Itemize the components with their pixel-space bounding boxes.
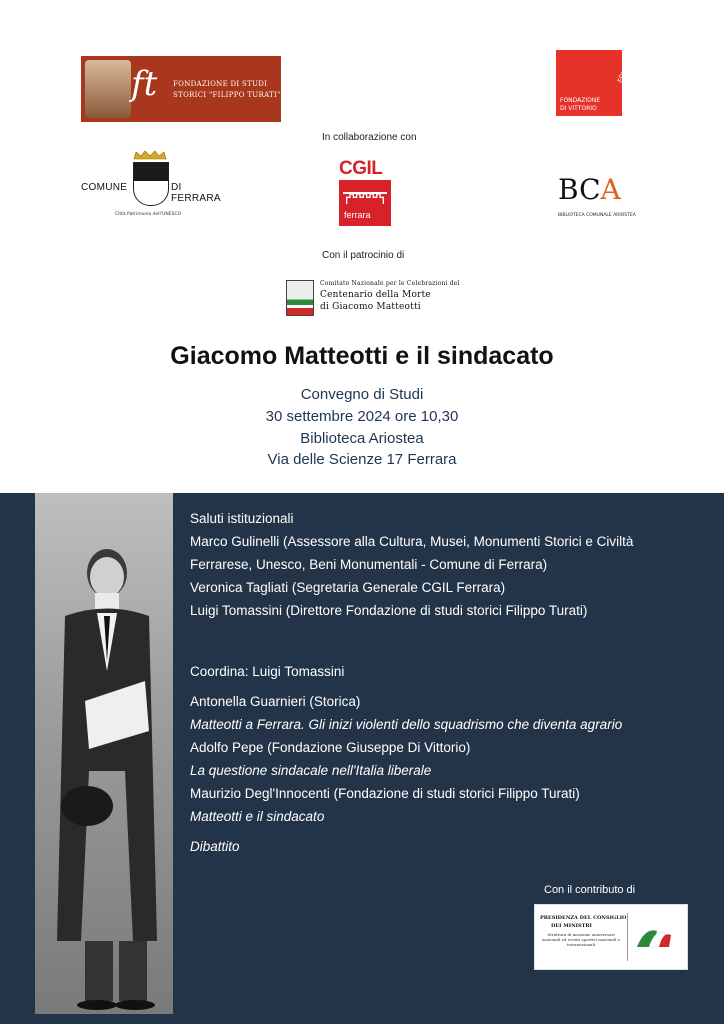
bca-subtitle: BIBLIOTECA COMUNALE ARIOSTEA [558,213,636,218]
turati-mark: ft [131,64,158,104]
page-title: Giacomo Matteotti e il sindacato [170,342,554,370]
greeting-tagliati: Veronica Tagliati (Segretaria Generale CGIL Ferrara) [190,580,506,595]
comitato-line1: Comitato Nazionale per le Celebrazioni del [320,280,460,287]
presidenza-line2: DEI MINISTRI [551,923,592,929]
contribution-label: Con il contributo di [544,884,636,896]
event-venue: Biblioteca Ariostea [300,430,424,447]
shield-icon [133,162,169,206]
matteotti-photo [35,493,173,1014]
patronage-label: Con il patrocinio di [322,250,405,261]
talk-guarnieri: Matteotti a Ferrara. Gli inizi violenti dello squadrismo che diventa agrario [190,717,623,732]
comune-subtitle: Città Patrimonio dell'UNESCO [115,212,182,217]
event-address: Via delle Scienze 17 Ferrara [267,451,457,468]
bca-letter-a: A [600,173,621,206]
greeting-tomassini: Luigi Tomassini (Direttore Fondazione di studi storici Filippo Turati) [190,603,588,618]
greeting-gulinelli-line1: Marco Gulinelli (Assessore alla Cultura, Musei, Monumenti Storici e Civiltà [190,534,634,549]
presidenza-consiglio-logo [534,904,688,970]
bca-letters: BC [558,173,601,206]
cgil-name: CGIL [339,158,383,179]
matteotti-portrait-icon [286,280,314,316]
turati-logo-line1: FONDAZIONE DI STUDI [173,80,268,88]
fdv-logo-line2: DI VITTORIO [560,105,597,112]
event-date: 30 settembre 2024 ore 10,30 [265,408,459,425]
comune-name-left: COMUNE [81,182,128,193]
matteotti-figure-image [45,521,163,1011]
turati-logo-line2: STORICI "FILIPPO TURATI" [173,91,281,99]
talk-pepe: La questione sindacale nell'Italia liberale [190,763,432,778]
comitato-line2: Centenario della Morte [320,290,431,300]
coordinator: Coordina: Luigi Tomassini [190,664,345,679]
greetings-label: Saluti istituzionali [190,511,294,526]
presidenza-line1: PRESIDENZA DEL CONSIGLIO [540,915,627,921]
castle-icon [343,192,387,204]
event-type: Convegno di Studi [300,386,424,403]
collaboration-label: In collaborazione con [322,132,417,143]
anniversari-flag-icon [635,923,673,949]
speaker-pepe: Adolfo Pepe (Fondazione Giuseppe Di Vittorio) [190,740,471,755]
comitato-line3: di Giacomo Matteotti [320,302,421,312]
speaker-deglinnocenti: Maurizio Degl'Innocenti (Fondazione di studi storici Filippo Turati) [190,786,580,801]
fdv-logo-line1: FONDAZIONE [560,97,601,104]
turati-foundation-logo [81,56,281,122]
comitato-nazionale-logo [286,278,470,318]
comune-di-ferrara-logo [81,150,229,222]
debate-label: Dibattito [190,839,240,854]
presidenza-line3: Struttura di missione anniversari nazionali ed eventi sportivi nazionali e internazionali [541,932,621,947]
cgil-ferrara-logo [339,158,391,226]
comune-name-right: DI FERRARA [171,182,221,204]
fondazione-di-vittorio-logo [556,50,630,118]
turati-portrait-image [85,60,131,118]
talk-deglinnocenti: Matteotti e il sindacato [190,809,325,824]
cgil-city: ferrara [344,210,371,220]
crown-icon [133,150,167,160]
biblioteca-ariostea-logo [558,165,636,225]
fdv-tag: FDV [616,68,630,85]
greeting-gulinelli-line2: Ferrarese, Unesco, Beni Monumentali - Comune di Ferrara) [190,557,548,572]
speaker-guarnieri: Antonella Guarnieri (Storica) [190,694,361,709]
